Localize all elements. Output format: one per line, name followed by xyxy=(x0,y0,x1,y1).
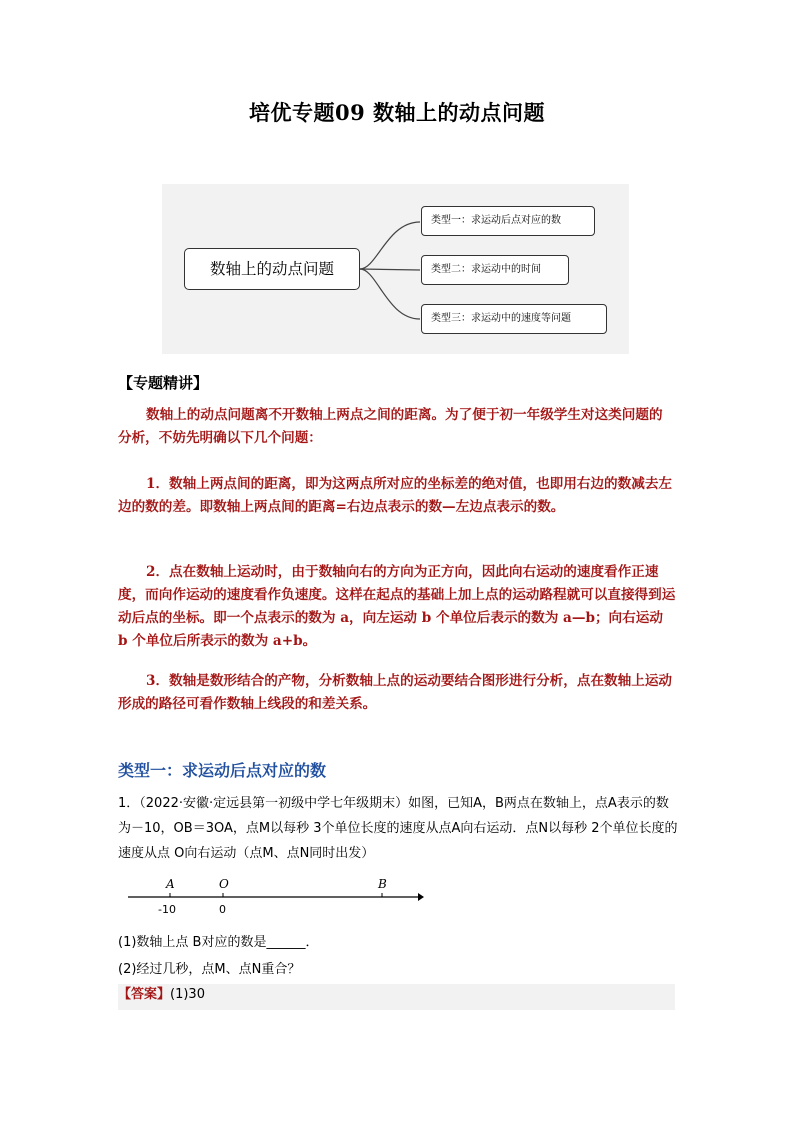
intro-paragraph: 数轴上的动点问题离不开数轴上两点之间的距离。为了便于初一年级学生对这类问题的分析，不妨先明确以下几个问题： xyxy=(118,407,663,446)
answer-box xyxy=(118,984,675,1010)
question-1-stem: 1．（2022·安徽·定远县第一初级中学七年级期末）如图，已知A，B两点在数轴上，点A表示的数为－10，OB＝3OA，点M以每秒 3个单位长度的速度从点A向右运动．点N以每秒 2个单位长度的速度从点 O向右运动（点M、点N同时出发） xyxy=(118,796,678,861)
point-2: 2．点在数轴上运动时，由于数轴向右的方向为正方向，因此向右运动的速度看作正速度，而向作运动的速度看作负速度。这样在起点的基础上加上点的运动路程就可以直接得到运动后点的坐标。即一个点表示的数为 a，向左运动 b 个单位后表示的数为 a—b；向右运动 b 个单位后所表示的数为 a+b。 xyxy=(118,564,676,649)
point-3: 3．数轴是数形结合的产物，分析数轴上点的运动要结合图形进行分析，点在数轴上运动形成的路径可看作数轴上线段的和差关系。 xyxy=(118,673,673,712)
sub-question-1: (1)数轴上点 B对应的数是______． xyxy=(118,935,319,950)
answer-text: (1)30 xyxy=(170,987,205,1002)
section-label: 【专题精讲】 xyxy=(118,374,209,392)
mind-map xyxy=(162,184,629,354)
label-a: A xyxy=(166,877,175,891)
page-title: 培优专题09 数轴上的动点问题 xyxy=(248,100,546,125)
sub-question-2: (2)经过几秒，点M、点N重合？ xyxy=(118,962,301,977)
label-b: B xyxy=(378,877,387,891)
mind-map-branch-1: 类型一：求运动后点对应的数 xyxy=(421,206,595,236)
answer-tag: 【答案】 xyxy=(118,987,171,1002)
type1-heading: 类型一：求运动后点对应的数 xyxy=(118,761,327,780)
label-o: O xyxy=(219,877,229,891)
point-1: 1．数轴上两点间的距离，即为这两点所对应的坐标差的绝对值，也即用右边的数减去左边的数的差。即数轴上两点间的距离=右边点表示的数—左边点表示的数。 xyxy=(118,476,673,515)
mind-map-branch-3: 类型三：求运动中的速度等问题 xyxy=(421,304,607,334)
number-line xyxy=(118,875,438,920)
mind-map-root: 数轴上的动点问题 xyxy=(184,248,360,290)
number-line-arrow xyxy=(418,893,424,901)
mind-map-branch-2: 类型二：求运动中的时间 xyxy=(421,255,569,285)
value-a: -10 xyxy=(158,903,176,916)
value-o: 0 xyxy=(219,903,226,916)
